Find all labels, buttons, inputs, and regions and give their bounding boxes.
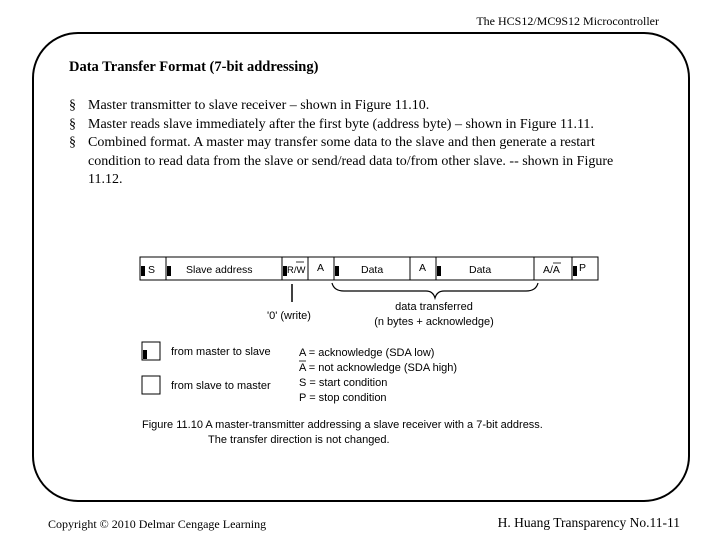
- data-label-line2: (n bytes + acknowledge): [374, 316, 494, 328]
- legend-slave-to-master: from slave to master: [171, 380, 271, 392]
- def-ack: A = acknowledge (SDA low): [299, 347, 435, 359]
- def-stop: P = stop condition: [299, 392, 387, 404]
- shade-mark: [167, 266, 171, 276]
- shade-mark: [335, 266, 339, 276]
- bullet-icon: §: [69, 116, 76, 132]
- transparency-number: H. Huang Transparency No.11-11: [497, 515, 680, 530]
- field-ack-final: A/A: [543, 264, 560, 276]
- shade-mark: [573, 266, 577, 276]
- bullet-icon: §: [69, 135, 76, 150]
- field-ack-2: A: [419, 262, 427, 274]
- field-data-2: Data: [469, 264, 492, 276]
- shade-mark: [437, 266, 441, 276]
- field-s: S: [148, 264, 156, 276]
- data-brace: [332, 283, 538, 298]
- def-nack: A = not acknowledge (SDA high): [299, 362, 458, 374]
- bullet-icon: §: [69, 98, 76, 113]
- bullet-text: Master reads slave immediately after the first byte (address byte) – shown in Figure 11.11.: [88, 116, 594, 132]
- figure-caption-line1: Figure 11.10 A master-transmitter addressing a slave receiver with a 7-bit address.: [142, 419, 543, 431]
- course-header: The HCS12/MC9S12 Microcontroller: [476, 14, 659, 28]
- copyright-notice: Copyright © 2010 Delmar Cengage Learning: [48, 517, 267, 531]
- field-ack-1: A: [317, 262, 325, 274]
- legend-box-slave: [142, 376, 160, 394]
- slide-title: Data Transfer Format (7-bit addressing): [69, 59, 319, 75]
- bullet-text: Master transmitter to slave receiver – shown in Figure 11.10.: [88, 98, 430, 113]
- field-data-1: Data: [361, 264, 384, 276]
- shade-mark: [141, 266, 145, 276]
- field-slave-address: Slave address: [186, 264, 253, 276]
- bullet-text: Combined format. A master may transfer some data to the slave and then generate a restart condition to read data from the slave or send/read data to/from other slave. -- shown in Figure 11.12.: [88, 135, 614, 187]
- data-label-line1: data transferred: [395, 301, 473, 313]
- write-label: '0' (write): [267, 310, 311, 322]
- field-rw: R/W: [287, 265, 306, 276]
- figure-caption-line2: The transfer direction is not changed.: [208, 434, 390, 446]
- legend-master-to-slave: from master to slave: [171, 346, 271, 358]
- def-start: S = start condition: [299, 377, 388, 389]
- field-p: P: [579, 262, 587, 274]
